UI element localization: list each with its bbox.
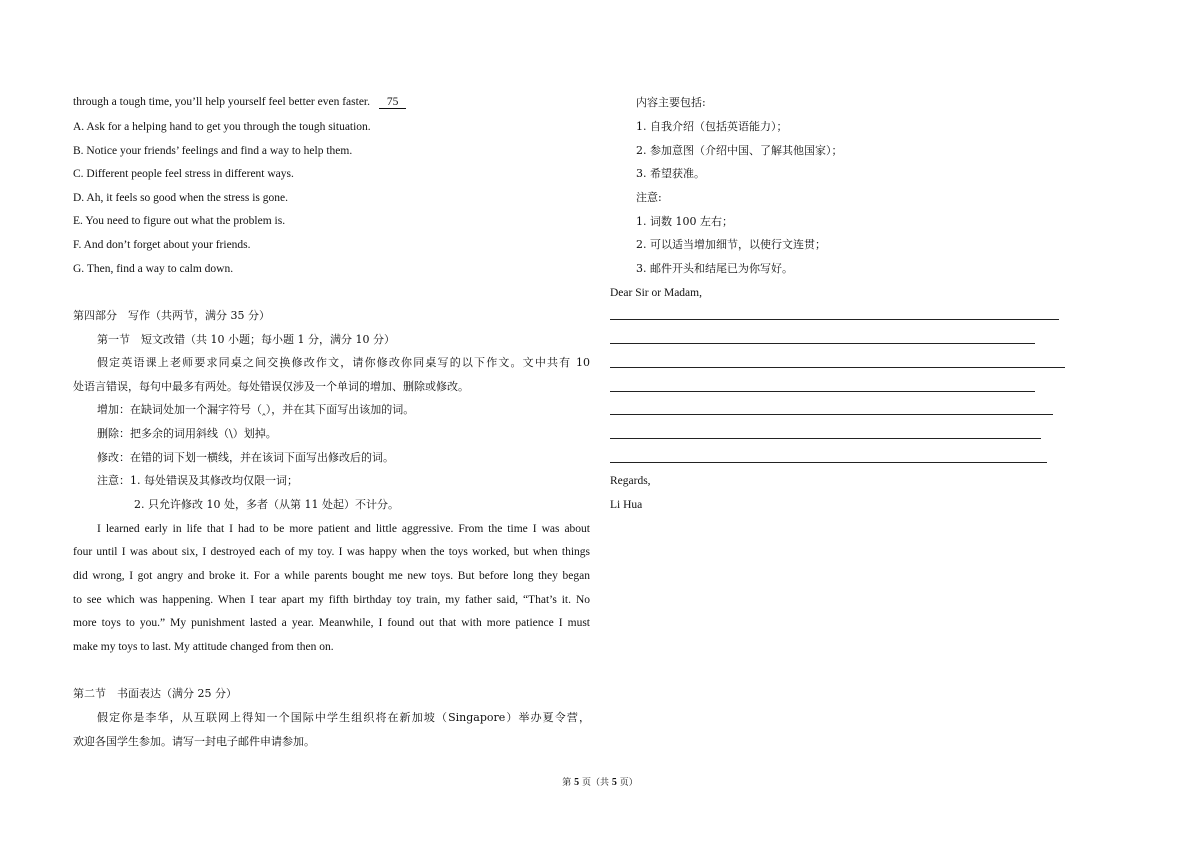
notes-heading: 注意: — [636, 191, 662, 204]
passage-line-5: more toys to you.” My punishment lasted a year. Meanwhile, I found out that with more patience I must — [73, 617, 590, 629]
instruction-line-1: 假定英语课上老师要求同桌之间交换修改作文，请你修改你同桌写的以下作文。文中共有 10 — [97, 356, 590, 369]
instruction-note-2: 2. 只允许修改 10 处，多者（从第 11 处起）不计分。 — [134, 498, 399, 511]
writing-line-6[interactable] — [610, 438, 1041, 439]
page-footer — [0, 775, 1200, 788]
writing-line-4[interactable] — [610, 391, 1035, 392]
instruction-delete: 删除：把多余的词用斜线（\）划掉。 — [97, 427, 277, 440]
instruction-modify: 修改：在错的词下划一横线，并在该词下面写出修改后的词。 — [97, 451, 394, 464]
writing-line-5[interactable] — [610, 414, 1053, 415]
passage-line-2: four until I was about six, I destroyed each of my toy. I was happy when the toys worked, but when things — [73, 546, 590, 558]
option-d: D. Ah, it feels so good when the stress is gone. — [73, 192, 288, 204]
option-g: G. Then, find a way to calm down. — [73, 263, 234, 275]
content-point-1: 1. 自我介绍（包括英语能力）； — [636, 120, 788, 133]
question-75-text: through a tough time, you’ll help yourself feel better even faster. — [73, 96, 370, 108]
part4-title: 第四部分 写作（共两节，满分 35 分） — [73, 309, 270, 322]
email-greeting: Dear Sir or Madam, — [610, 287, 702, 299]
question-75-blank[interactable]: 75 — [379, 96, 407, 109]
writing-line-3[interactable] — [610, 367, 1065, 368]
option-b: B. Notice your friends’ feelings and find a way to help them. — [73, 145, 353, 157]
instruction-line-2: 处语言错误，每句中最多有两处。每处错误仅涉及一个单词的增加、删除或修改。 — [73, 380, 469, 393]
content-point-3: 3. 希望获准。 — [636, 167, 705, 180]
writing-line-7[interactable] — [610, 462, 1047, 463]
instruction-note-1: 注意：1. 每处错误及其修改均仅限一词； — [97, 474, 298, 487]
footer-pre: 第 — [562, 778, 572, 788]
passage-line-6: make my toys to last. My attitude changed from then on. — [73, 641, 334, 653]
option-f: F. And don’t forget about your friends. — [73, 239, 251, 251]
option-c: C. Different people feel stress in different ways. — [73, 168, 294, 180]
footer-page-number: 5 — [574, 777, 580, 788]
option-a: A. Ask for a helping hand to get you through the tough situation. — [73, 121, 371, 133]
instruction-add: 增加：在缺词处加一个漏字符号（‸），并在其下面写出该加的词。 — [97, 403, 415, 416]
writing-line-2[interactable] — [610, 343, 1035, 344]
note-2: 2. 可以适当增加细节，以使行文连贯； — [636, 238, 826, 251]
email-signature: Li Hua — [610, 499, 643, 511]
task-line-2: 欢迎各国学生参加。请写一封电子邮件申请参加。 — [73, 735, 315, 748]
passage-line-3: did wrong, I got angry and broke it. For a while parents bought me new toys. But before long they began — [73, 570, 590, 582]
note-3: 3. 邮件开头和结尾已为你写好。 — [636, 262, 793, 275]
passage-line-1: I learned early in life that I had to be more patient and little aggressive. From the time I was about — [97, 523, 590, 535]
section1-title: 第一节 短文改错（共 10 小题；每小题 1 分，满分 10 分） — [97, 333, 395, 346]
writing-line-1[interactable] — [610, 319, 1059, 320]
option-e: E. You need to figure out what the problem is. — [73, 215, 286, 227]
footer-post: 页） — [619, 778, 638, 788]
section2-title: 第二节 书面表达（满分 25 分） — [73, 687, 237, 700]
content-point-2: 2. 参加意图（介绍中国、了解其他国家）； — [636, 144, 843, 157]
question-75-line — [73, 95, 406, 109]
content-heading: 内容主要包括: — [636, 96, 706, 109]
footer-mid: 页（共 — [581, 778, 609, 788]
passage-line-4: to see which was happening. When I tear apart my fifth birthday toy train, my father said, “That’s it. No — [73, 594, 590, 606]
email-closing: Regards, — [610, 475, 651, 487]
task-line-1: 假定你是李华，从互联网上得知一个国际中学生组织将在新加坡（Singapore）举办夏令营， — [97, 711, 590, 724]
footer-total-pages: 5 — [611, 777, 617, 788]
note-1: 1. 词数 100 左右； — [636, 215, 733, 228]
